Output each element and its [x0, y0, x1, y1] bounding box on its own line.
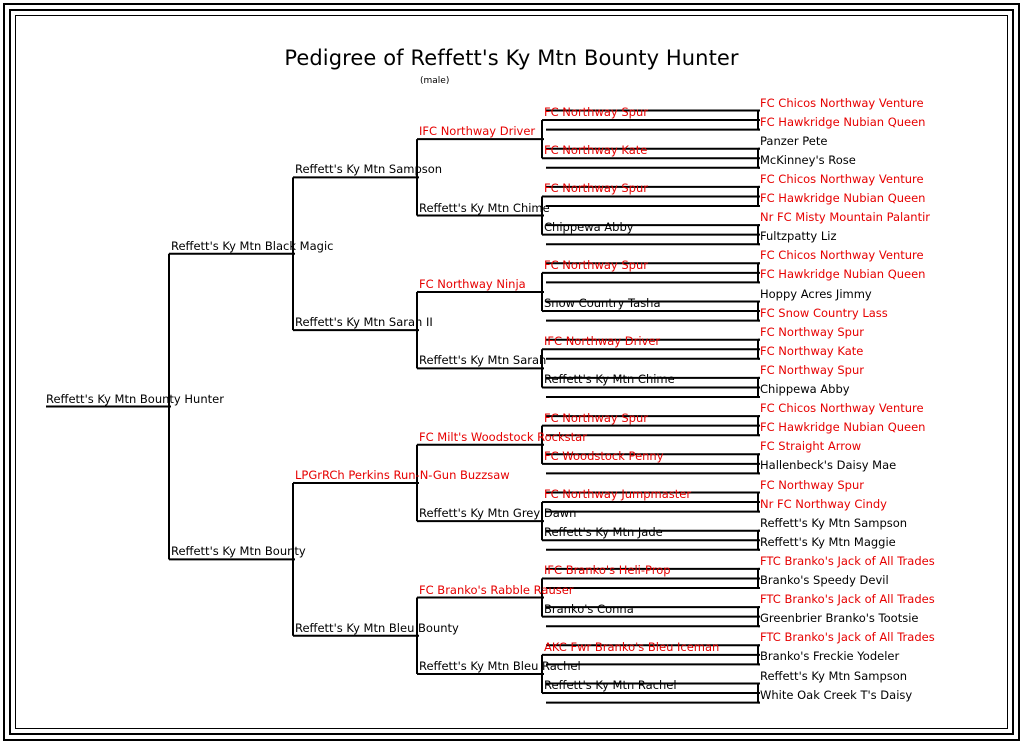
pedigree-entry-gen5: FC Chicos Northway Venture [760, 95, 924, 110]
pedigree-entry-gen5: Greenbrier Branko's Tootsie [760, 611, 919, 626]
pedigree-entry-gen4: FC Northway Spur [544, 410, 648, 425]
pedigree-entry-gen1: Reffett's Ky Mtn Bounty [171, 544, 306, 559]
pedigree-entry-gen3: Reffett's Ky Mtn Chime [419, 200, 550, 215]
pedigree-entry-gen5: FC Northway Spur [760, 324, 864, 339]
pedigree-entry-gen5: Reffett's Ky Mtn Sampson [760, 668, 908, 683]
pedigree-entry-gen5: Hallenbeck's Daisy Mae [760, 458, 897, 473]
pedigree-entry-gen5: FC Chicos Northway Venture [760, 171, 924, 186]
page-subtitle: (male) [420, 76, 450, 86]
pedigree-entry-gen5: Branko's Speedy Devil [760, 573, 889, 587]
pedigree-entry-gen3: FC Branko's Rabble Rauser [419, 582, 574, 597]
pedigree-entry-gen4: Branko's Conna [544, 601, 634, 616]
subject-name: Reffett's Ky Mtn Bounty Hunter [46, 391, 224, 406]
pedigree-entry-gen5: FC Northway Spur [760, 362, 864, 377]
pedigree-entry-gen2: Reffett's Ky Mtn Sampson [295, 162, 443, 177]
pedigree-entry-gen5: McKinney's Rose [760, 152, 856, 167]
pedigree-entry-gen3: IFC Northway Driver [419, 124, 536, 139]
pedigree-entry-gen5: Chippewa Abby [760, 382, 850, 396]
pedigree-entry-gen5: FC Chicos Northway Venture [760, 401, 924, 416]
page-title: Pedigree of Reffett's Ky Mtn Bounty Hunter [284, 46, 739, 70]
pedigree-entry-gen5: FC Northway Kate [760, 343, 864, 358]
pedigree-entry-gen5: Branko's Freckie Yodeler [760, 649, 900, 664]
pedigree-entry-gen5: Panzer Pete [760, 133, 828, 148]
pedigree-entry-gen2: Reffett's Ky Mtn Sarah II [295, 315, 433, 330]
pedigree-entry-gen5: FC Hawkridge Nubian Queen [760, 420, 926, 435]
pedigree-entry-gen4: FC Northway Jumpmaster [544, 487, 692, 502]
pedigree-entry-gen4: Reffett's Ky Mtn Rachel [544, 678, 677, 693]
pedigree-entry-gen3: Reffett's Ky Mtn Bleu Rachel [419, 658, 581, 673]
pedigree-entry-gen4: IFC Branko's Heli-Prop [544, 563, 671, 578]
pedigree-entry-gen4: Reffett's Ky Mtn Chime [544, 372, 675, 387]
pedigree-entry-gen2: Reffett's Ky Mtn Bleu Bounty [295, 620, 459, 635]
pedigree-entry-gen4: FC Northway Spur [544, 181, 648, 196]
pedigree-entry-gen5: FC Straight Arrow [760, 439, 862, 454]
pedigree-entry-gen4: FC Northway Spur [544, 257, 648, 272]
pedigree-entry-gen5: Reffett's Ky Mtn Sampson [760, 515, 908, 530]
pedigree-entry-gen3: FC Northway Ninja [419, 276, 526, 291]
pedigree-entry-gen2: LPGrRCh Perkins Run-N-Gun Buzzsaw [295, 467, 510, 482]
pedigree-entry-gen4: Reffett's Ky Mtn Jade [544, 525, 663, 540]
pedigree-entry-gen5: FC Hawkridge Nubian Queen [760, 114, 926, 129]
pedigree-entry-gen5: FC Chicos Northway Venture [760, 248, 924, 263]
pedigree-entry-gen5: FTC Branko's Jack of All Trades [760, 592, 935, 607]
pedigree-entry-gen4: FC Northway Kate [544, 143, 648, 158]
pedigree-entry-gen5: FC Hawkridge Nubian Queen [760, 267, 926, 282]
pedigree-entry-gen4: FC Woodstock Penny [544, 448, 664, 463]
pedigree-entry-gen4: Chippewa Abby [544, 219, 634, 234]
pedigree-entry-gen5: Hoppy Acres Jimmy [760, 286, 872, 301]
pedigree-entry-gen5: FC Northway Spur [760, 477, 864, 492]
pedigree-entry-gen4: AKC Fwr Branko's Bleu Iceman [544, 639, 720, 654]
pedigree-entry-gen4: FC Northway Spur [544, 105, 648, 120]
pedigree-entry-gen3: Reffett's Ky Mtn Sarah [419, 353, 547, 368]
pedigree-entry-gen5: FTC Branko's Jack of All Trades [760, 630, 935, 645]
pedigree-entry-gen3: FC Milt's Woodstock Rockstar [419, 429, 587, 444]
pedigree-entry-gen5: FC Hawkridge Nubian Queen [760, 191, 926, 205]
pedigree-entry-gen5: Nr FC Misty Mountain Palantir [760, 210, 931, 225]
pedigree-entry-gen5: FTC Branko's Jack of All Trades [760, 553, 935, 568]
pedigree-entry-gen5: Reffett's Ky Mtn Maggie [760, 534, 896, 549]
pedigree-entry-gen5: FC Snow Country Lass [760, 305, 888, 320]
pedigree-entry-gen4: Snow Country Tasha [544, 296, 661, 311]
pedigree-entry-gen5: White Oak Creek T's Daisy [760, 687, 913, 702]
pedigree-entry-gen4: IFC Northway Driver [544, 334, 661, 349]
pedigree-entry-gen1: Reffett's Ky Mtn Black Magic [171, 238, 334, 253]
pedigree-entry-gen3: Reffett's Ky Mtn Grey Dawn [419, 506, 577, 521]
pedigree-entry-gen5: Nr FC Northway Cindy [760, 496, 887, 511]
pedigree-entry-gen5: Fultzpatty Liz [760, 229, 837, 244]
